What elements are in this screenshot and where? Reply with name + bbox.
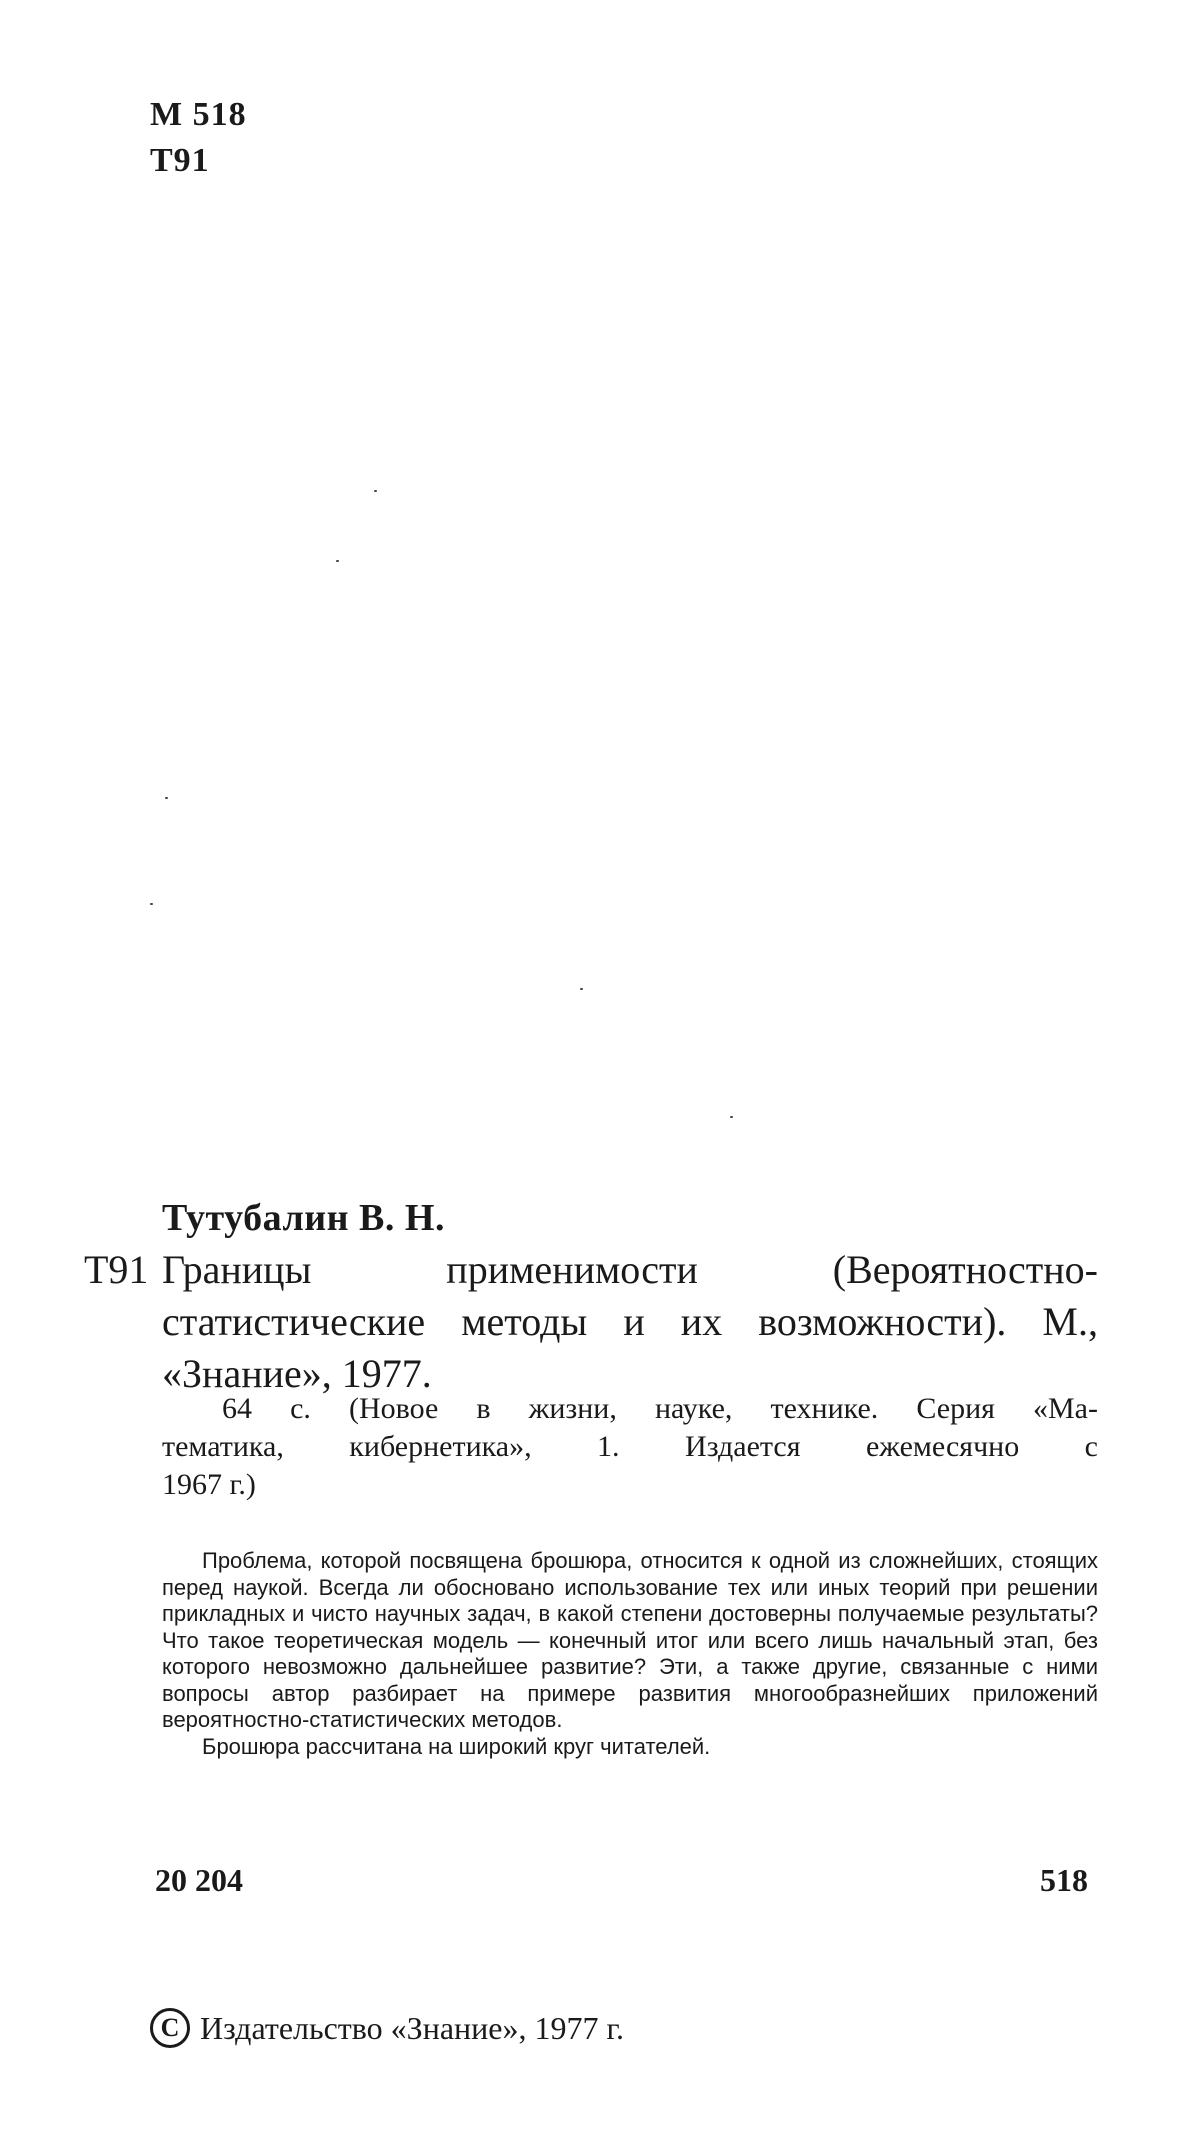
title-line: Границы применимости (Вероятностно- <box>162 1247 1098 1292</box>
classification-block <box>150 92 247 184</box>
publication-code: 20 204 <box>155 1862 243 1898</box>
author-name: Тутубалин В. Н. <box>162 1197 445 1239</box>
scan-speck <box>150 903 153 905</box>
copyright-icon: C <box>150 2008 190 2048</box>
series-info <box>162 1390 1098 1504</box>
series-line: тематика, кибернетика», 1. Издается ежемесячно с <box>162 1430 1098 1463</box>
title-line: статистические методы и их возможности). М., <box>162 1299 1098 1344</box>
scan-speck <box>730 1116 733 1118</box>
classification-index: 518 <box>1040 1862 1088 1898</box>
title-line: «Знание», 1977. <box>162 1351 432 1396</box>
annotation-paragraph: Проблема, которой посвящена брошюра, относится к одной из сложнейших, стоящих перед наукой. Всегда ли обосновано использование тех или иных теорий при решении прикладных и чисто научных задач, в какой степени достоверны получаемые результаты? Что такое теоретическая модель — конечный итог или всего лишь начальный этап, без которого невозможно дальнейшее развитие? Эти, а также другие, связанные с ними вопросы автор разбирает на примере развития многообразнейших приложений вероятностно-статистических методов. <box>162 1548 1098 1732</box>
series-line: 64 с. (Новое в жизни, науке, технике. Серия «Ма- <box>222 1392 1098 1425</box>
udc-code: М 518 <box>150 96 247 133</box>
copyright-text: Издательство «Знание», 1977 г. <box>200 2009 624 2046</box>
scan-speck <box>374 490 377 492</box>
scan-speck <box>580 988 583 990</box>
scan-speck <box>336 560 339 562</box>
copyright-line <box>150 2008 624 2048</box>
scan-speck <box>165 797 168 799</box>
series-line: 1967 г.) <box>162 1468 256 1501</box>
catalog-code: Т91 <box>150 142 210 179</box>
annotation-audience: Брошюра рассчитана на широкий круг читателей. <box>202 1733 711 1759</box>
book-title <box>162 1244 1098 1400</box>
catalog-number: Т91 <box>84 1247 149 1292</box>
annotation <box>162 1548 1098 1760</box>
